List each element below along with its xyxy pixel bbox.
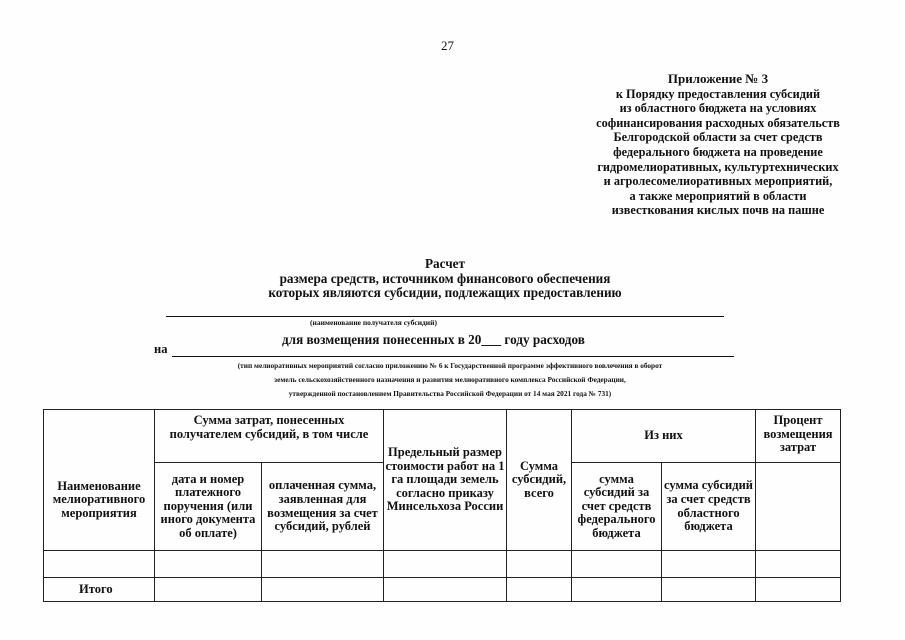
header-costs: Сумма затрат, понесенных получателем субсидий, в том числе <box>155 410 384 463</box>
calculation-subtitle: размера средств, источником финансового обеспечения <box>279 270 611 286</box>
table-row <box>44 551 841 578</box>
measure-type-caption <box>176 359 724 401</box>
purpose-line: для возмещения понесенных в 20___ году расходов <box>282 332 585 347</box>
header-max-cost: Предельный размер стоимости работ на 1 га площади земель согласно приказу Минсельхоза России <box>384 410 507 551</box>
appendix-line: из областного бюджета на условиях <box>619 101 817 116</box>
caption-line: утвержденной постановлением Правительства Российской Федерации от 14 мая 2021 года № 731) <box>288 389 612 398</box>
caption-line: земель сельскохозяйственного назначения и развития мелиоративного комплекса Российской Федерации, <box>274 375 626 384</box>
recipient-blank-line <box>166 316 724 317</box>
calculation-table <box>43 409 841 602</box>
header-federal: сумма субсидий за счет средств федерального бюджета <box>572 463 662 551</box>
appendix-line: известкования кислых почв на пашне <box>611 203 825 218</box>
on-label: на <box>154 342 168 356</box>
total-row <box>44 578 841 602</box>
appendix-line: федерального бюджета на проведение <box>613 144 823 159</box>
header-percent: Процент возмещения затрат <box>756 410 841 463</box>
header-percent-blank <box>756 463 841 551</box>
appendix-line: а также мероприятий в области <box>629 188 807 203</box>
calculation-heading <box>180 257 710 301</box>
recipient-caption: (наименование получателя субсидий) <box>310 318 437 327</box>
header-of-which: Из них <box>572 410 756 463</box>
header-date-number: дата и номер платежного поручения (или иного документа об оплате) <box>155 463 262 551</box>
measure-type-blank-line <box>172 356 734 357</box>
caption-line: (тип мелиоративных мероприятий согласно приложению № 6 к Государственной программе эффективного вовлечения в оборот <box>237 361 663 370</box>
appendix-line: гидромелиоративных, культуртехнических <box>597 159 839 174</box>
calculation-subtitle: которых являются субсидии, подлежащих предоставлению <box>268 285 622 301</box>
total-label: Итого <box>44 578 155 602</box>
appendix-title: Приложение № 3 <box>667 71 769 86</box>
header-measure-name: Наименование мелиоративного мероприятия <box>44 410 155 551</box>
appendix-line: и агролесомелиоративных мероприятий, <box>603 174 833 189</box>
header-paid-sum: оплаченная сумма, заявленная для возмещения за счет субсидий, рублей <box>262 463 384 551</box>
appendix-line: Белгородской области за счет средств <box>613 130 823 145</box>
header-regional: сумма субсидий за счет средств областного бюджета <box>662 463 756 551</box>
page-number: 27 <box>441 38 454 53</box>
calculation-title: Расчет <box>424 256 465 271</box>
appendix-header <box>578 72 858 218</box>
appendix-line: софинансирования расходных обязательств <box>596 115 840 130</box>
appendix-line: к Порядку предоставления субсидий <box>615 86 821 101</box>
header-subsidy-total: Сумма субсидий, всего <box>507 410 572 551</box>
